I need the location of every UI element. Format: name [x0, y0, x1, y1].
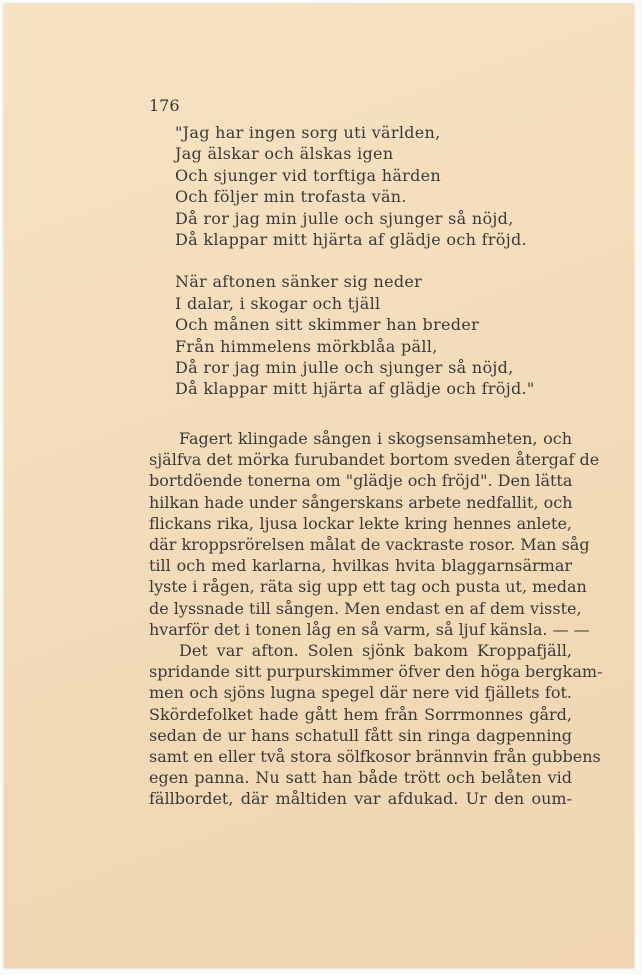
prose-line: de lyssnade till sången. Men endast en af dem visste, [149, 598, 582, 618]
prose-line: egen panna. Nu satt han både trött och belåten vid [149, 768, 572, 788]
poem-stanza-1 [175, 122, 575, 250]
verse-line: När aftonen sänker sig neder [175, 272, 423, 292]
verse-line: Och månen sitt skimmer han breder [175, 315, 480, 335]
verse-line: Och sjunger vid torftiga härden [175, 165, 442, 185]
prose-line: hvarför det i tonen låg en så varm, så ljuf känsla. — — [149, 619, 590, 639]
verse-line: Jag älskar och älskas igen [175, 144, 394, 164]
prose-line: bortdöende tonerna om "glädje och fröjd". Den lätta [149, 471, 573, 491]
poem-stanza-2 [175, 271, 575, 399]
verse-line: Och följer min trofasta vän. [175, 187, 407, 207]
prose-line: Skördefolket hade gått hem från Sorrmonnes gård, [149, 704, 572, 724]
prose-line: Det var afton. Solen sjönk bakom Kroppafjäll, [179, 641, 572, 661]
page-number: 176 [149, 96, 180, 115]
prose-line: till och med karlarna, hvilkas hvita blaggarnsärmar [149, 556, 572, 576]
prose-line: själfva det mörka furubandet bortom sveden återgaf de [149, 450, 600, 470]
prose-line: där kroppsrörelsen målat de vackraste rosor. Man såg [149, 535, 590, 555]
verse-line: Då klappar mitt hjärta af glädje och fröjd. [175, 230, 527, 250]
prose-line: Fagert klingade sången i skogsensamheten, och [179, 429, 572, 448]
prose-line: hilkan hade under sångerskans arbete nedfallit, och [149, 492, 573, 512]
prose-line: fällbordet, där måltiden var afdukad. Ur den oum- [149, 789, 572, 809]
verse-line: Då klappar mitt hjärta af glädje och fröjd." [175, 379, 535, 399]
verse-line: I dalar, i skogar och tjäll [175, 293, 381, 313]
prose-line: samt en eller två stora sölfkosor brännvin från gubbens [149, 747, 601, 767]
prose-line: sedan de ur hans schatull fått sin ringa dagpenning [149, 725, 572, 745]
verse-line: Då ror jag min julle och sjunger så nöjd, [175, 208, 514, 228]
prose-line: spridande sitt purpurskimmer öfver den höga bergkam- [149, 662, 603, 682]
verse-line: "Jag har ingen sorg uti världen, [175, 123, 441, 142]
verse-line: Från himmelens mörkblåa päll, [175, 336, 438, 356]
book-page [4, 4, 634, 968]
prose-line: flickans rika, ljusa lockar lekte kring hennes anlete, [149, 513, 572, 533]
prose-line: men och sjöns lugna spegel där nere vid fjällets fot. [149, 683, 572, 703]
verse-line: Då ror jag min julle och sjunger så nöjd, [175, 358, 514, 378]
prose-body [149, 428, 603, 810]
prose-line: lyste i rågen, räta sig upp ett tag och pusta ut, medan [149, 577, 587, 597]
poem [175, 122, 575, 421]
